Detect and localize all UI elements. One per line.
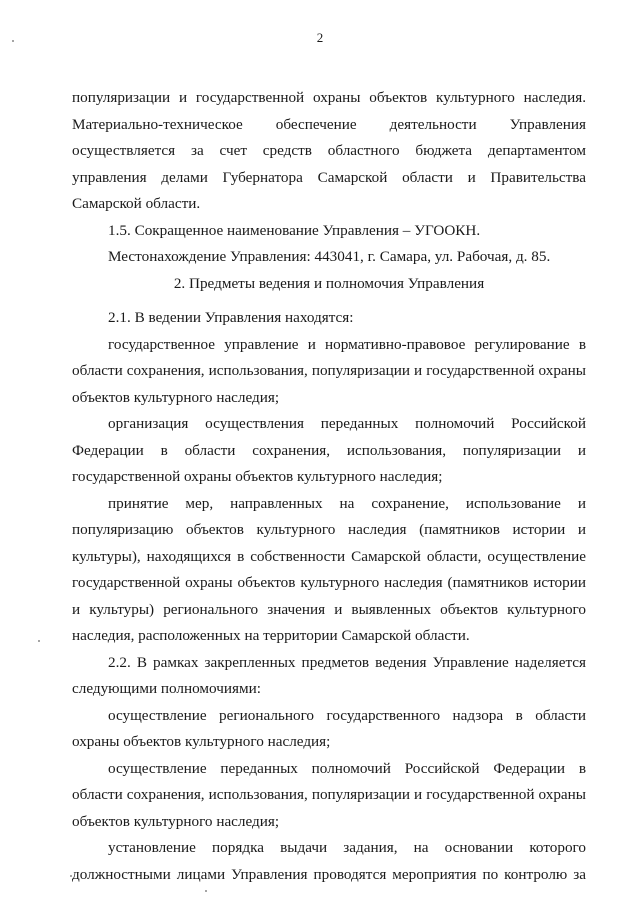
scan-speck [70, 875, 72, 877]
scan-speck [205, 890, 207, 892]
scan-speck [38, 640, 40, 642]
paragraph-2-2: 2.2. В рамках закрепленных предметов ведения Управление наделяется следующими полномочиями: [72, 653, 586, 697]
list-item-delegated-powers: организация осуществления переданных полномочий Российской Федерации в области сохранения, использования, популяризации и государственной охраны объектов культурного наследия; [72, 415, 586, 485]
paragraph-intro-continuation: популяризации и государственной охраны объектов культурного наследия. Материально-техническое обеспечение деятельности Управления осуществляется за счет средств областного бюджета департаментом управления делами Губернатора Самарской области и Правительства Самарской области. [72, 89, 586, 212]
list-item-measures: принятие мер, направленных на сохранение, использование и популяризацию объектов культурного наследия (памятников истории и культуры), находящихся в собственности Самарской области, осуществление государственной охраны объектов культурного наследия (памятников истории и культуры) регионального значения и выявленных объектов культурного наследия, расположенных на территории Самарской области. [72, 494, 586, 644]
section-heading: 2. Предметы ведения и полномочия Управления [173, 274, 485, 292]
paragraph-short-name: 1.5. Сокращенное наименование Управления – УГООКН. [108, 221, 481, 239]
list-item-supervision: осуществление регионального государственного надзора в области охраны объектов культурного наследия; [72, 706, 586, 750]
page-number: 2 [316, 30, 324, 45]
paragraph-location: Местонахождение Управления: 443041, г. Самара, ул. Рабочая, д. 85. [108, 248, 551, 265]
list-item-assignment-order: установление порядка выдачи задания, на основании которого должностными лицами Управления проводятся мероприятия по контролю за [72, 839, 586, 883]
list-item-federal-powers: осуществление переданных полномочий Российской Федерации в области сохранения, использования, популяризации и государственной охраны объектов культурного наследия; [72, 759, 586, 830]
scan-speck [12, 40, 14, 42]
document-body [72, 85, 586, 888]
list-item-regulation: государственное управление и нормативно-правовое регулирование в области сохранения, использования, популяризации и государственной охраны объектов культурного наследия; [72, 335, 586, 406]
paragraph-2-1: 2.1. В ведении Управления находятся: [108, 309, 354, 326]
